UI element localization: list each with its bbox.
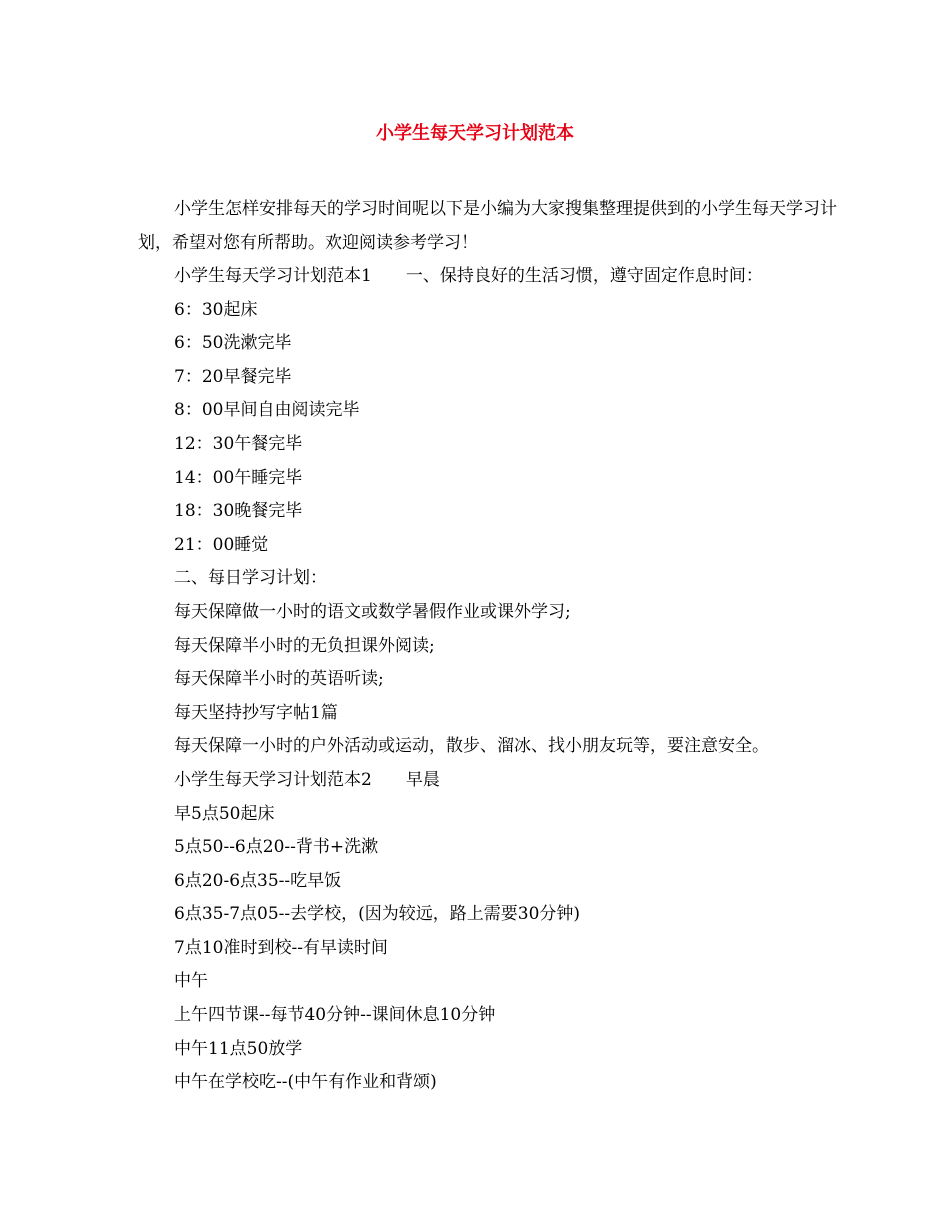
text-line: 小学生每天学习计划范本2 早晨 [174,769,440,790]
text-line: 14：00午睡完毕 [174,467,303,488]
intro-text: 小学生怎样安排每天的学习时间呢以下是小编为大家搜集整理提供到的小学生每天学习计划，希望对您有所帮助。欢迎阅读参考学习！ [138,199,837,253]
text-line: 18：30晚餐完毕 [174,501,303,522]
text-line: 8：00早间自由阅读完毕 [174,400,360,421]
intro-paragraph [138,192,838,260]
plan-lines [174,260,874,1100]
text-line: 7：20早餐完毕 [174,366,292,387]
text-line: 上午四节课--每节40分钟--课间休息10分钟 [174,1005,496,1026]
text-line: 中午11点50放学 [174,1038,303,1059]
text-line: 每天保障半小时的英语听读; [174,669,384,690]
text-line: 每天坚持抄写字帖1篇 [174,702,338,723]
text-line: 21：00睡觉 [174,534,269,555]
text-line: 小学生每天学习计划范本1 一、保持良好的生活习惯，遵守固定作息时间： [174,266,763,286]
text-line: 中午 [174,971,208,992]
text-line: 二、每日学习计划： [174,568,327,589]
text-line: 5点50--6点20--背书+洗漱 [174,837,379,858]
text-line: 每天保障半小时的无负担课外阅读; [174,635,435,656]
document-title: 小学生每天学习计划范本 [376,123,574,144]
text-line: 每天保障做一小时的语文或数学暑假作业或课外学习; [174,601,571,622]
text-line: 每天保障一小时的户外活动或运动，散步、溜冰、找小朋友玩等，要注意安全。 [174,736,769,757]
text-line: 6点35-7点05--去学校，(因为较远，路上需要30分钟) [174,904,581,925]
text-line: 中午在学校吃--(中午有作业和背颂) [174,1072,437,1093]
text-line: 早5点50起床 [174,803,275,824]
text-line: 6：50洗漱完毕 [174,333,292,354]
text-line: 7点10准时到校--有早读时间 [174,937,388,958]
text-line: 6：30起床 [174,299,258,320]
text-line: 6点20-6点35--吃早饭 [174,870,342,891]
text-line: 12：30午餐完毕 [174,433,303,454]
